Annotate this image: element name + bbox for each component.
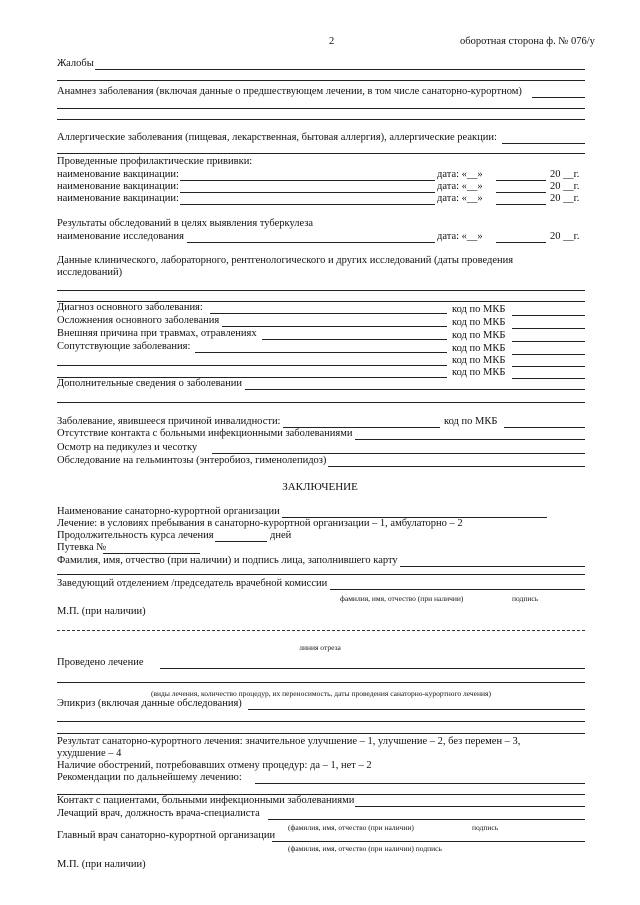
external-cause-label: Внешняя причина при травмах, отравлениях: [57, 328, 257, 339]
tuberculosis-date-field[interactable]: [496, 242, 546, 243]
head-label: Заведующий отделением /председатель врачебной комиссии: [57, 578, 328, 589]
icd-field[interactable]: [512, 354, 585, 355]
additional-info-label: Дополнительные сведения о заболевании: [57, 378, 243, 389]
icd-label: код по МКБ: [452, 330, 506, 341]
infection-contact-label: Отсутствие контакта с больными инфекционными заболеваниями: [57, 428, 353, 439]
allergy-label: Аллергические заболевания (пищевая, лекарственная, бытовая аллергия), аллергические реакции:: [57, 132, 497, 143]
contact-field[interactable]: [355, 806, 585, 807]
icd-field[interactable]: [512, 341, 585, 342]
tuberculosis-label: наименование исследования: [57, 231, 184, 242]
cut-line: [57, 630, 585, 631]
treatment-type-label: Лечение: в условиях пребывания в санаторно-курортной организации – 1, амбулаторно – 2: [57, 518, 463, 529]
duration-field[interactable]: [215, 541, 267, 542]
complications-label: Осложнения основного заболевания: [57, 315, 220, 326]
vaccination-date: дата: «__»: [437, 169, 483, 180]
coupon-treatment-label: Проведено лечение: [57, 657, 144, 668]
result-label-2: ухудшение – 4: [57, 748, 122, 759]
icd-label: код по МКБ: [452, 355, 506, 366]
vaccination-name-field[interactable]: [180, 180, 435, 181]
org-name-label: Наименование санаторно-курортной организации: [57, 506, 280, 517]
vaccination-date: дата: «__»: [437, 181, 483, 192]
result-label: Результат санаторно-курортного лечения: значительное улучшение – 1, улучшение – 2, без перемен – 3,: [57, 736, 521, 747]
disability-icd-label: код по МКБ: [444, 416, 498, 427]
lice-exam-field[interactable]: [212, 453, 585, 454]
vaccinations-title: Проведенные профилактические прививки:: [57, 156, 253, 167]
vaccination-label: наименование вакцинации:: [57, 193, 179, 204]
complaints-label: Жалобы: [57, 58, 94, 69]
vaccination-name-field[interactable]: [180, 204, 435, 205]
head-fio-caption: фамилия, имя, отчество (при наличии): [340, 594, 464, 603]
chief-caption: (фамилия, имя, отчество (при наличии) подпись: [288, 844, 442, 853]
clinical-data-label-2: исследований): [57, 267, 123, 278]
icd-field[interactable]: [512, 378, 585, 379]
clinical-data-label: Данные клинического, лабораторного, рентгенологического и других исследований (даты проведения: [57, 255, 514, 266]
coupon-treatment-caption: (виды лечения, количество процедур, их переносимость, даты проведения санаторно-курортного лечения): [151, 689, 491, 698]
additional-info-line-2[interactable]: [57, 402, 585, 403]
epicrisis-label: Эпикриз (включая данные обследования): [57, 698, 242, 709]
tuberculosis-date: дата: «__»: [437, 231, 483, 242]
helminth-exam-field[interactable]: [328, 466, 585, 467]
cut-line-label: линия отреза: [299, 643, 341, 652]
form-reference: оборотная сторона ф. № 076/у: [460, 36, 595, 47]
tuberculosis-field[interactable]: [187, 242, 435, 243]
complaints-line-2[interactable]: [57, 80, 585, 81]
icd-label: код по МКБ: [452, 304, 506, 315]
helminth-exam-label: Обследование на гельминтозы (энтеробиоз, гименолепидоз): [57, 455, 327, 466]
icd-field[interactable]: [512, 366, 585, 367]
vaccination-date-field[interactable]: [496, 204, 546, 205]
doctor-fio-caption: (фамилия, имя, отчество (при наличии): [288, 823, 414, 832]
vaccination-date-field[interactable]: [496, 180, 546, 181]
filler-field[interactable]: [400, 566, 585, 567]
coupon-treatment-field[interactable]: [160, 668, 585, 669]
vaccination-date: дата: «__»: [437, 193, 483, 204]
anamnesis-line-2[interactable]: [57, 108, 585, 109]
comorbid-field[interactable]: [195, 352, 447, 353]
chief-label: Главный врач санаторно-курортной организации: [57, 830, 276, 841]
anamnesis-line[interactable]: [532, 97, 585, 98]
infection-contact-field[interactable]: [355, 439, 585, 440]
vaccination-year: 20 __г.: [550, 181, 580, 192]
vaccination-year: 20 __г.: [550, 193, 580, 204]
icd-field[interactable]: [512, 315, 585, 316]
complaints-line[interactable]: [95, 69, 585, 70]
doctor-label: Лечащий врач, должность врача-специалиста: [57, 808, 260, 819]
allergy-line-2[interactable]: [57, 153, 585, 154]
allergy-line[interactable]: [502, 143, 585, 144]
voucher-label: Путевка №: [57, 542, 107, 553]
icd-label: код по МКБ: [452, 367, 506, 378]
epicrisis-field-3[interactable]: [57, 733, 585, 734]
stamp-label: М.П. (при наличии): [57, 606, 146, 617]
vaccination-date-field[interactable]: [496, 192, 546, 193]
recommendations-field[interactable]: [255, 783, 585, 784]
head-field[interactable]: [330, 589, 585, 590]
vaccination-year: 20 __г.: [550, 169, 580, 180]
external-cause-field[interactable]: [262, 339, 447, 340]
tuberculosis-year: 20 __г.: [550, 231, 580, 242]
epicrisis-field[interactable]: [248, 709, 585, 710]
icd-field[interactable]: [512, 328, 585, 329]
clinical-data-line[interactable]: [57, 290, 585, 291]
duration-label: Продолжительность курса лечения: [57, 530, 214, 541]
voucher-field[interactable]: [103, 553, 200, 554]
contact-label: Контакт с пациентами, больными инфекционными заболеваниями: [57, 795, 355, 806]
disability-icd-field[interactable]: [504, 427, 585, 428]
recommendations-label: Рекомендации по дальнейшему лечению:: [57, 772, 242, 783]
icd-label: код по МКБ: [452, 343, 506, 354]
vaccination-label: наименование вакцинации:: [57, 181, 179, 192]
chief-field[interactable]: [272, 841, 585, 842]
coupon-treatment-field-2[interactable]: [57, 682, 585, 683]
page-number: 2: [329, 36, 335, 47]
additional-info-field[interactable]: [245, 389, 585, 390]
doctor-field[interactable]: [268, 819, 585, 820]
tuberculosis-title: Результаты обследований в целях выявления туберкулеза: [57, 218, 314, 229]
disability-label: Заболевание, явившееся причиной инвалидности:: [57, 416, 281, 427]
filler-field-2[interactable]: [57, 574, 585, 575]
main-diagnosis-label: Диагноз основного заболевания:: [57, 302, 203, 313]
comorbid-label: Сопутствующие заболевания:: [57, 341, 191, 352]
head-sign-caption: подпись: [512, 594, 539, 603]
complications-field[interactable]: [222, 326, 447, 327]
comorbid-field-2[interactable]: [57, 365, 447, 366]
vaccination-label: наименование вакцинации:: [57, 169, 179, 180]
duration-unit: дней: [270, 530, 292, 541]
coupon-stamp-label: М.П. (при наличии): [57, 859, 146, 870]
conclusion-title: ЗАКЛЮЧЕНИЕ: [282, 481, 358, 493]
anamnesis-label: Анамнез заболевания (включая данные о предшествующем лечении, в том числе санаторно-курортном): [57, 86, 522, 97]
vaccination-name-field[interactable]: [180, 192, 435, 193]
doctor-sign-caption: подпись: [472, 823, 499, 832]
exacerbations-label: Наличие обострений, потребовавших отмену процедур: да – 1, нет – 2: [57, 760, 372, 771]
icd-label: код по МКБ: [452, 317, 506, 328]
epicrisis-field-2[interactable]: [57, 721, 585, 722]
anamnesis-line-3[interactable]: [57, 119, 585, 120]
filler-label: Фамилия, имя, отчество (при наличии) и подпись лица, заполнившего карту: [57, 555, 398, 566]
lice-exam-label: Осмотр на педикулез и чесотку: [57, 442, 198, 453]
main-diagnosis-field[interactable]: [210, 313, 447, 314]
